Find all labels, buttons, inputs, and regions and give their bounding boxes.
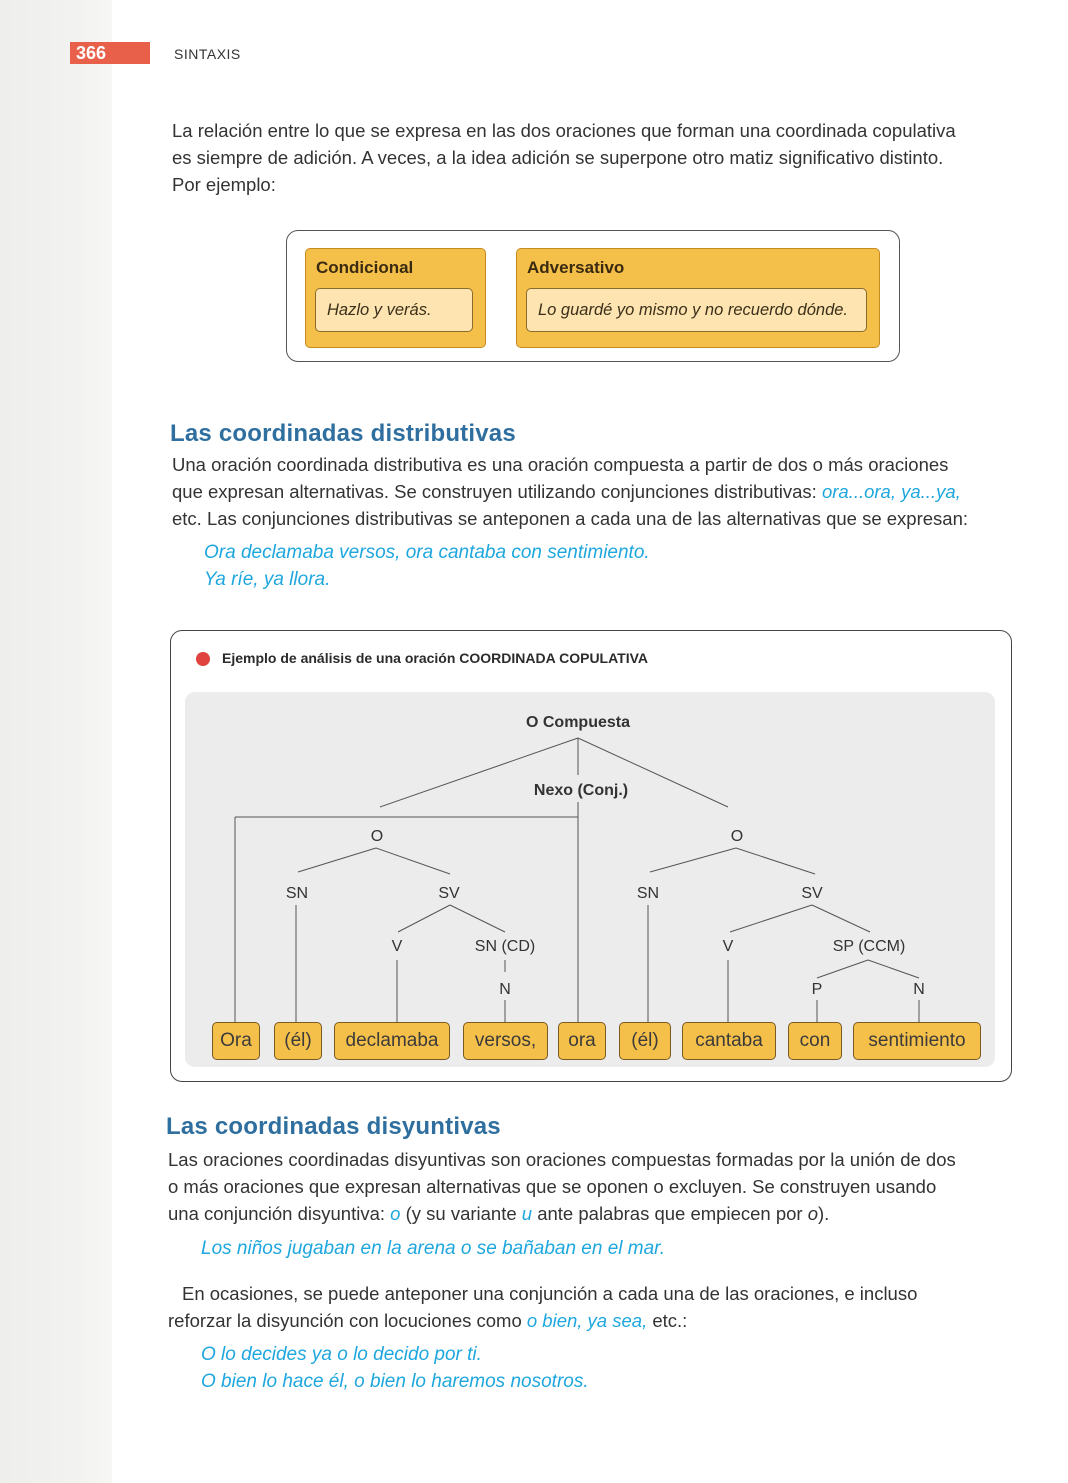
running-head: SINTAXIS — [174, 46, 241, 62]
intro-line-3: Por ejemplo: — [172, 174, 276, 195]
node-spccm: SP (CCM) — [832, 938, 906, 955]
word-box: sentimiento — [853, 1022, 981, 1060]
disyuntivas-line-1: Las oraciones coordinadas disyuntivas son oraciones compuestas formadas por la unión de dos — [168, 1149, 956, 1170]
example-sentence: Ora declamaba versos, ora cantaba con sentimiento. — [204, 542, 650, 563]
page-number: 366 — [70, 42, 150, 64]
word-box: ora — [558, 1022, 606, 1060]
word-box: con — [788, 1022, 842, 1060]
node-v-right: V — [722, 938, 734, 955]
node-v-left: V — [391, 938, 403, 955]
node-p: P — [811, 981, 823, 998]
disyuntivas-examples-2 — [201, 1341, 589, 1395]
disyuntivas-example-1: Los niños jugaban en la arena o se bañaban en el mar. — [201, 1238, 666, 1259]
word-box: (él) — [619, 1022, 671, 1060]
intro-line-2: es siempre de adición. A veces, a la idea adición se superpone otro matiz significativo distinto. — [172, 147, 944, 168]
distributivas-line-2: que expresan alternativas. Se construyen utilizando conjunciones distributivas: ora...ora, ya...ya, — [172, 481, 961, 502]
condicional-example: Hazlo y verás. — [315, 288, 473, 332]
node-n-left: N — [499, 981, 511, 998]
disyuntivas-line-2: o más oraciones que expresan alternativas que se oponen o excluyen. Se construyen usando — [168, 1176, 937, 1197]
condicional-title: Condicional — [316, 258, 414, 277]
adversativo-title: Adversativo — [527, 258, 625, 277]
disyuntivas-line-5: reforzar la disyunción con locuciones como o bien, ya sea, etc.: — [168, 1310, 688, 1331]
node-nexo: Nexo (Conj.) — [533, 782, 629, 799]
example-sentence: O lo decides ya o lo decido por ti. — [201, 1344, 482, 1365]
disyuntivas-line-3: una conjunción disyuntiva: o (y su variante u ante palabras que empiecen por o). — [168, 1203, 830, 1224]
node-sv-right: SV — [801, 885, 823, 902]
disyuntivas-paragraph — [168, 1146, 1014, 1227]
word-box: Ora — [212, 1022, 260, 1060]
disyuntivas-line-4: En ocasiones, se puede anteponer una conjunción a cada una de las oraciones, e incluso — [182, 1283, 918, 1304]
disjunctive-locutions: o bien, ya sea, — [526, 1310, 648, 1331]
distributivas-line-1: Una oración coordinada distributiva es una oración compuesta a partir de dos o más oraciones — [172, 454, 949, 475]
node-o-left: O — [370, 828, 384, 845]
node-sncd: SN (CD) — [474, 938, 536, 955]
node-sn-left: SN — [285, 885, 309, 902]
node-sv-left: SV — [438, 885, 460, 902]
distributive-conjunctions: ora...ora, ya...ya, — [821, 481, 961, 502]
word-box: cantaba — [682, 1022, 776, 1060]
word-box: declamaba — [334, 1022, 450, 1060]
analysis-title: Ejemplo de análisis de una oración COORDINADA COPULATIVA — [222, 650, 649, 666]
node-n-right: N — [913, 981, 925, 998]
node-root: O Compuesta — [525, 714, 631, 731]
distributivas-line-3: etc. Las conjunciones distributivas se anteponen a cada una de las alternativas que se expresan: — [172, 508, 969, 529]
disyuntivas-heading: Las coordinadas disyuntivas — [166, 1113, 501, 1140]
adversativo-example: Lo guardé yo mismo y no recuerdo dónde. — [526, 288, 867, 332]
node-sn-right: SN — [636, 885, 660, 902]
node-o-right: O — [730, 828, 744, 845]
conjunction-o: o — [390, 1203, 401, 1224]
disyuntivas-paragraph-2 — [168, 1280, 1014, 1334]
tree-branches — [235, 738, 919, 1022]
intro-line-1: La relación entre lo que se expresa en las dos oraciones que forman una coordinada copulativa — [172, 120, 956, 141]
distributivas-heading: Las coordinadas distributivas — [170, 420, 516, 447]
tree-node-labels — [286, 714, 925, 998]
word-box: (él) — [274, 1022, 322, 1060]
conjunction-u: u — [521, 1203, 533, 1224]
example-sentence: Ya ríe, ya llora. — [204, 569, 331, 590]
word-box: versos, — [463, 1022, 548, 1060]
example-sentence: O bien lo hace él, o bien lo haremos nosotros. — [201, 1371, 589, 1392]
